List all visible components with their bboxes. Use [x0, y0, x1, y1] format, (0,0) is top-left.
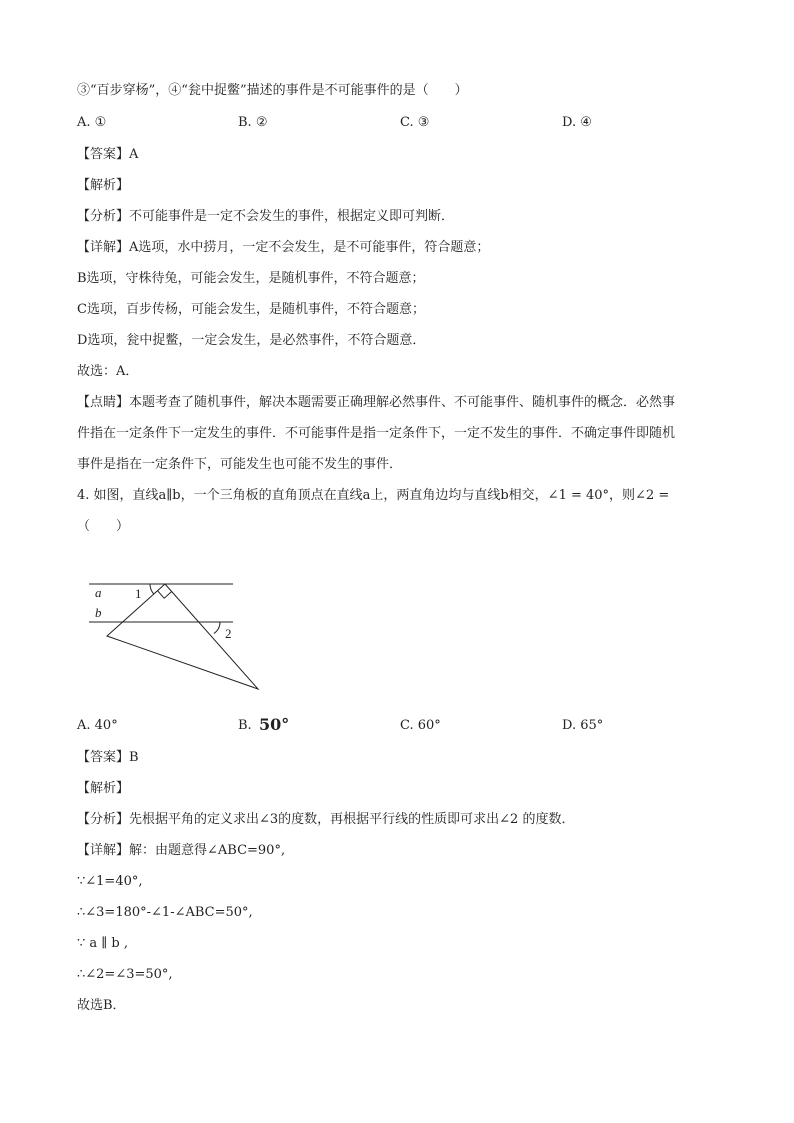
q3-detail-line: B选项，守株待兔，可能会发生，是随机事件，不符合题意； — [77, 271, 425, 286]
q3-dianjing-line: 事件是指在一定条件下，可能发生也可能不发生的事件． — [77, 457, 403, 472]
label-b: b — [95, 605, 102, 620]
q3-detail-line: D选项，瓮中捉鳖，一定会发生，是必然事件，不符合题意． — [77, 333, 426, 348]
q4-option-d: D. 65° — [562, 718, 604, 733]
label-a: a — [95, 585, 102, 600]
q4-detail-line: ∴∠3=180°-∠1-∠ABC=50°, — [77, 905, 253, 920]
q4-option-a: A. 40° — [77, 718, 118, 733]
q4-detail-line: ∴∠2=∠3=50°, — [77, 967, 173, 982]
q3-detail-line: 【详解】A选项，水中捞月，一定不会发生，是不可能事件，符合题意； — [77, 240, 490, 255]
q4-detail-line: ∵∠1=40°, — [77, 874, 143, 889]
q3-option-d: D. ④ — [562, 115, 592, 130]
q4-stem-line: 4. 如图，直线a∥b，一个三角板的直角顶点在直线a上，两直角边均与直线b相交，∠1 = 40°，则∠2 = — [77, 488, 670, 503]
label-2: 2 — [225, 626, 232, 641]
q4-figure — [82, 570, 282, 695]
q4-detail-line: ∵ a ∥ b , — [77, 936, 129, 951]
q3-detail-line: C选项，百步传杨，可能会发生，是随机事件，不符合题意； — [77, 302, 425, 317]
q4-fenxi: 【分析】先根据平角的定义求出∠3的度数，再根据平行线的性质即可求出∠2 的度数． — [77, 812, 575, 827]
angle-2-arc — [214, 622, 220, 634]
triangle — [107, 584, 258, 689]
q3-conclusion: 故选：A． — [77, 364, 139, 379]
q4-analysis-label: 【解析】 — [77, 781, 130, 796]
q3-fenxi: 【分析】不可能事件是一定不会发生的事件，根据定义即可判断． — [77, 209, 455, 224]
q4-option-b-label: B. — [238, 718, 252, 733]
q4-detail-line: 【详解】解：由题意得∠ABC=90°, — [77, 843, 286, 858]
label-1: 1 — [135, 586, 142, 601]
q3-option-b: B. ② — [238, 115, 268, 130]
q4-stem-line: （ ） — [77, 519, 130, 534]
q3-answer: 【答案】A — [77, 147, 139, 162]
q3-option-c: C. ③ — [400, 115, 430, 130]
q3-analysis-label: 【解析】 — [77, 178, 130, 193]
q4-answer: 【答案】B — [77, 750, 139, 765]
q3-option-a: A. ① — [77, 115, 107, 130]
q4-conclusion: 故选B． — [77, 998, 126, 1013]
q4-option-b-value: 50° — [259, 715, 290, 734]
q3-dianjing-line: 【点睛】本题考查了随机事件，解决本题需要正确理解必然事件、不可能事件、随机事件的概念．必然事 — [77, 395, 676, 410]
q4-option-c: C. 60° — [400, 718, 441, 733]
q3-dianjing-line: 件指在一定条件下一定发生的事件．不可能事件是指一定条件下，一定不发生的事件．不确定事件即随机 — [77, 426, 676, 441]
right-angle-mark — [158, 591, 172, 599]
angle-1-arc — [150, 584, 154, 594]
q3-stem: ③“百步穿杨”，④“瓮中捉鳖”描述的事件是不可能事件的是（ ） — [77, 83, 468, 98]
